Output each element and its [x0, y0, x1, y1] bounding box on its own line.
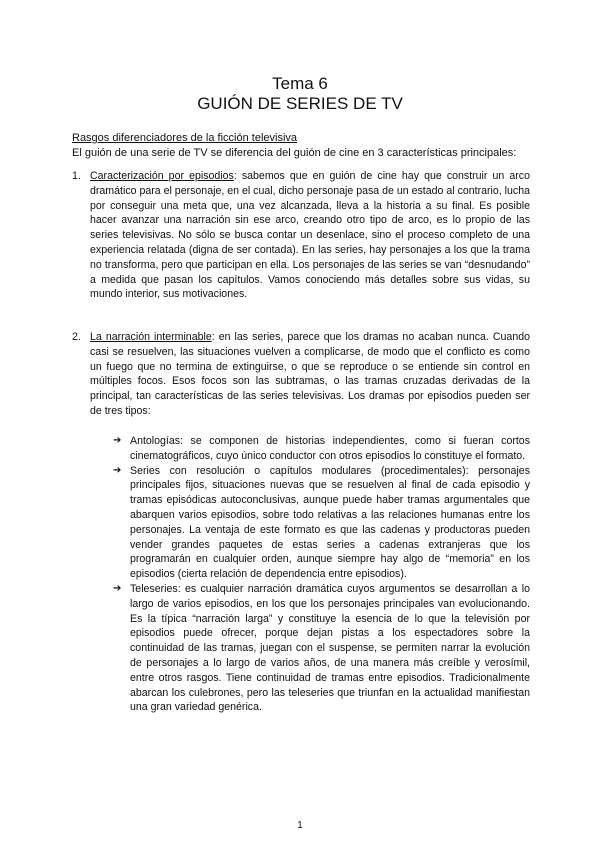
bullet-item [113, 582, 530, 715]
list-item [72, 169, 530, 302]
section-heading: Rasgos diferenciadores de la ficción televisiva [72, 132, 298, 144]
list-number: 1. [72, 170, 81, 182]
bullet-list [113, 434, 530, 715]
section-intro: El guión de una serie de TV se diferencia del guión de cine en 3 características principales: [72, 147, 517, 159]
right-arrow-icon: ➔ [113, 435, 122, 446]
page-number: 1 [297, 820, 303, 831]
list-item-text: : sabemos que en guión de cine hay que construir un arco dramático para el personaje, en el cual, dicho personaje pasa de un estado al contrario, lucha por conseguir una meta que, una vez alcanzada, lleva a la historia a su final. Es posible hacer avanzar una narración sin ese arco, creando otro tipo de arco, es lo propio de las series televisivas. No sólo se busca contar un desenlace, sino el proceso completo de una experiencia relatada (digna de ser contada). En las series, hay personajes a los que la trama no transforma, pero que participan en ella. Los personajes de las series se van “desnudando” a medida que pasan los capítulos. Vamos conociendo más detalles sobre sus vidas, su mundo interior, sus motivaciones. [90, 170, 530, 301]
list-item-term: La narración interminable [90, 331, 212, 343]
list-item [72, 330, 530, 419]
list-number: 2. [72, 331, 81, 343]
page-title: Tema 6 [272, 74, 328, 93]
bullet-item [113, 464, 530, 582]
right-arrow-icon: ➔ [113, 464, 122, 476]
right-arrow-icon: ➔ [113, 582, 122, 594]
page-subtitle: GUIÓN DE SERIES DE TV [197, 94, 403, 113]
bullet-item [113, 434, 530, 464]
list-item-term: Caracterización por episodios [90, 170, 234, 182]
bullet-text: Teleseries: es cualquier narración dramática cuyos argumentos se desarrollan a lo largo de varios episodios, en los que los personajes principales van evolucionando. Es la típica “narración larga” y constituye la esencia de lo que la televisión por episodios puede ofrecer, porque dejan pistas a los espectadores sobre la continuidad de las tramas, juegan con el suspense, se permiten narrar la evolución de personajes a lo largo de varios años, de una manera más creíble y verosímil, entre otros rasgos. Tiene continuidad de tramas entre episodios. Tradicionalmente abarcan los culebrones, pero las teleseries que triunfan en la actualidad manifiestan una gran variedad genérica. [130, 582, 530, 714]
list-item-text: : en las series, parece que los dramas no acaban nunca. Cuando casi se resuelven, las situaciones vuelven a complicarse, de modo que el conflicto es como un fuego que no termina de extinguirse, o que se reproduce o se entiende sin control en múltiples focos. Esos focos son las subtramas, o las tramas cruzadas derivadas de la principal, tan características de las series televisivas. Los dramas por episodios pueden ser de tres tipos: [90, 331, 530, 417]
bullet-text: Antologías: se componen de historias independientes, como si fueran cortos cinematográficos, cuyo único conductor con otros episodios lo constituye el formato. [130, 435, 530, 462]
bullet-text: Series con resolución o capítulos modulares (procedimentales): personajes principales fijos, situaciones nuevas que se resuelven al final de cada episodio y tramas episódicas autoconclusivas, aunque puede haber tramas argumentales que abarquen varios episodios, sobre todo relativas a las relaciones humanas entre los personajes. La ventaja de este formato es que las cadenas y productoras pueden vender grandes paquetes de estas series a cadenas extranjeras que los programarán en cualquier orden, aunque siempre hay algo de “memoria” en los episodios (cierta relación de dependencia entre episodios). [130, 464, 530, 581]
